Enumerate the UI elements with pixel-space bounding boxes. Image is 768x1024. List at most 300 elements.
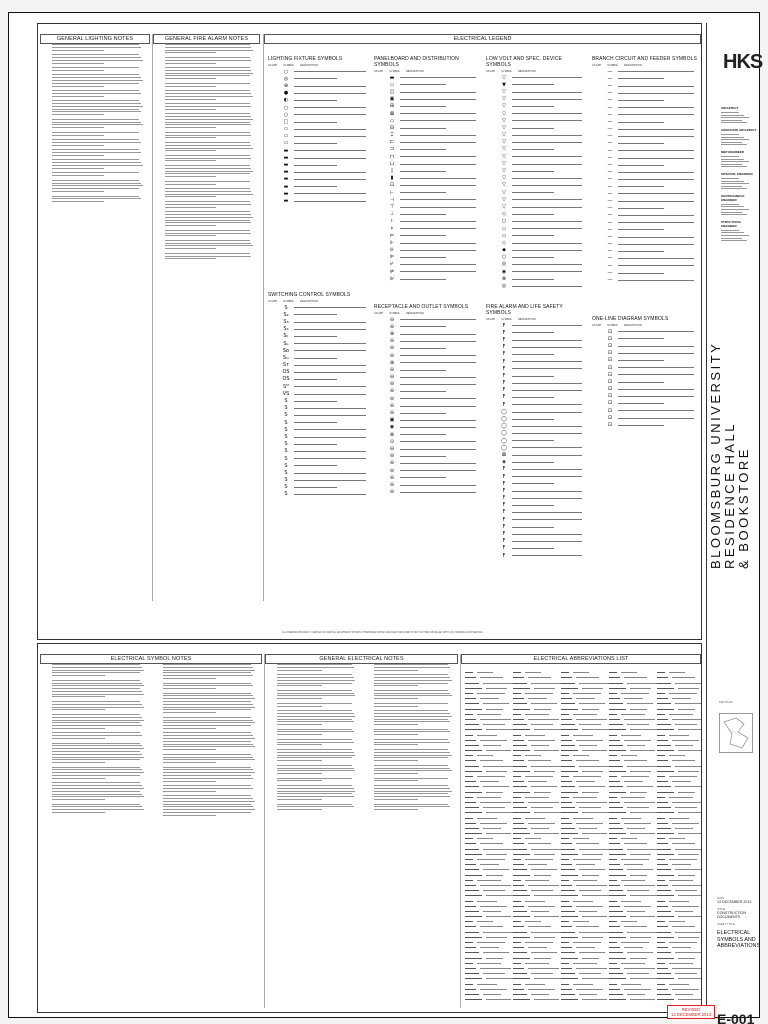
symbol-row <box>592 226 698 233</box>
abbreviation-meaning <box>525 818 545 819</box>
abbreviation-code <box>657 838 665 839</box>
abbreviation-meaning <box>525 797 549 798</box>
abbreviation-meaning <box>675 890 697 891</box>
abbreviation-meaning <box>630 771 651 772</box>
symbol-glyph: ▯ <box>390 168 394 175</box>
abbreviation-meaning <box>486 709 503 710</box>
abbreviation-meaning <box>669 693 697 694</box>
header-cell: AS APP <box>374 70 384 73</box>
abbreviation-code <box>513 864 524 865</box>
symbol-description <box>400 441 476 442</box>
abbreviation-code <box>609 916 626 917</box>
symbol-glyph: ◯ <box>501 423 507 430</box>
symbol-glyph: ▭ <box>501 232 507 239</box>
symbol-row <box>592 335 698 342</box>
symbol-glyph: F <box>502 372 506 379</box>
abbreviation-code <box>465 952 479 953</box>
symbol-glyph: ▽ <box>502 117 506 124</box>
abbreviation-code <box>465 937 482 938</box>
abbreviation-row <box>561 997 611 1002</box>
symbol-glyph: F <box>502 344 506 351</box>
symbol-row <box>268 147 370 154</box>
symbol-glyph: F <box>502 531 506 538</box>
symbol-description <box>400 264 476 265</box>
symbol-description <box>618 353 694 354</box>
abbreviation-code <box>465 989 476 990</box>
symbol-glyph: S <box>284 469 288 476</box>
abbreviation-code <box>657 833 674 834</box>
symbol-glyph: Sᴛ <box>282 362 290 369</box>
abbreviation-meaning <box>480 802 511 803</box>
abbreviation-code <box>609 942 617 943</box>
abbreviation-code <box>657 999 674 1000</box>
issue-date: 13 DECEMBER 2013 <box>717 900 752 904</box>
abbreviation-code <box>609 797 617 798</box>
symbol-row <box>592 118 698 125</box>
symbol-description <box>512 440 554 441</box>
abbreviation-code <box>609 994 623 995</box>
symbol-block-title: FIRE ALARM AND LIFE SAFETY SYMBOLS <box>486 304 563 316</box>
symbol-glyph: ▽ <box>502 124 506 131</box>
symbol-description <box>512 412 582 413</box>
abbreviation-code <box>465 906 476 907</box>
abbreviation-code <box>609 963 617 964</box>
symbol-row <box>592 233 698 240</box>
symbol-row <box>374 409 480 416</box>
abbreviation-meaning <box>630 729 659 730</box>
abbreviation-meaning <box>582 833 607 834</box>
symbol-glyph: ⊫ <box>389 254 395 261</box>
abbreviation-code <box>465 745 479 746</box>
abbreviation-meaning <box>483 828 501 829</box>
abbreviation-meaning <box>576 719 607 720</box>
symbol-glyph: ⊖ <box>389 345 395 352</box>
abbreviation-meaning <box>624 740 651 741</box>
symbol-description <box>400 77 476 78</box>
abbreviation-meaning <box>630 916 655 917</box>
abbreviation-code <box>657 901 665 902</box>
note-item <box>165 142 257 151</box>
symbol-row <box>374 330 480 337</box>
symbol-description <box>294 107 366 108</box>
abbreviation-column <box>609 670 659 1002</box>
note-item <box>277 804 359 810</box>
symbol-row <box>268 90 370 97</box>
abbreviation-code <box>561 683 575 684</box>
abbreviation-meaning <box>672 947 691 948</box>
abbreviation-code <box>561 786 575 787</box>
abbreviation-code <box>561 693 569 694</box>
abbreviation-code <box>609 859 617 860</box>
abbreviation-code <box>465 719 476 720</box>
abbreviation-meaning <box>627 745 645 746</box>
abbreviation-code <box>513 672 521 673</box>
symbol-row <box>486 423 586 430</box>
abbreviation-code <box>657 792 674 793</box>
abbreviation-meaning <box>528 843 551 844</box>
symbol-glyph: ○ <box>283 111 289 118</box>
abbreviation-code <box>465 735 473 736</box>
abbreviation-code <box>465 677 476 678</box>
symbol-description <box>400 319 476 320</box>
abbreviation-code <box>561 781 572 782</box>
abbreviation-code <box>561 823 572 824</box>
abbreviation-meaning <box>672 677 695 678</box>
abbreviation-meaning <box>627 869 653 870</box>
credit-line <box>721 117 749 118</box>
lighting-notes-heading: GENERAL LIGHTING NOTES <box>40 34 150 44</box>
symbol-glyph: S <box>284 477 288 484</box>
abbreviation-code <box>561 999 578 1000</box>
credit-line <box>721 164 742 165</box>
abbreviation-meaning <box>579 932 609 933</box>
abbreviation-code <box>657 698 668 699</box>
sheet-info <box>717 893 761 950</box>
abbreviation-meaning <box>678 958 695 959</box>
abbreviation-code <box>513 994 527 995</box>
abbreviation-code <box>561 968 572 969</box>
symbol-row <box>374 146 480 153</box>
symbol-glyph: S <box>284 441 288 448</box>
note-item <box>52 100 147 115</box>
symbol-description <box>400 427 476 428</box>
symbol-row <box>486 117 586 124</box>
abbreviation-code <box>609 781 620 782</box>
symbol-glyph: S <box>284 455 288 462</box>
symbol-description <box>294 487 337 488</box>
symbol-glyph: — <box>607 219 613 226</box>
header-cell: AS APP <box>268 64 278 67</box>
symbol-description <box>512 99 582 100</box>
symbol-description <box>512 264 582 265</box>
credit-line <box>721 188 747 189</box>
credit-line <box>721 112 739 113</box>
symbol-glyph: F <box>502 523 506 530</box>
abbreviation-code <box>609 729 626 730</box>
symbol-row <box>592 421 698 428</box>
symbol-description <box>618 158 694 159</box>
symbol-description <box>512 498 582 499</box>
abbreviation-meaning <box>480 719 511 720</box>
abbreviation-meaning <box>672 885 701 886</box>
abbreviation-code <box>465 714 473 715</box>
symbol-row <box>486 203 586 210</box>
abbreviation-code <box>513 755 521 756</box>
symbol-description <box>294 358 337 359</box>
symbol-glyph: ◇ <box>502 211 506 218</box>
symbol-description <box>294 343 366 344</box>
note-item <box>374 749 456 761</box>
symbol-row <box>592 371 698 378</box>
symbol-glyph: ⊡ <box>607 342 613 349</box>
abbreviation-code <box>513 859 521 860</box>
abbreviation-meaning <box>621 672 637 673</box>
symbol-glyph: ⊖ <box>389 460 395 467</box>
symbol-description <box>294 86 366 87</box>
abbreviation-meaning <box>534 958 551 959</box>
symbol-row <box>374 352 480 359</box>
abbreviation-meaning <box>573 963 597 964</box>
symbol-row <box>374 96 480 103</box>
abbreviation-meaning <box>480 698 499 699</box>
symbol-glyph: — <box>607 233 613 240</box>
symbol-glyph: ○ <box>501 218 507 225</box>
symbol-description <box>512 192 554 193</box>
abbreviation-meaning <box>531 703 557 704</box>
note-item <box>163 754 259 763</box>
abbreviation-meaning <box>630 812 659 813</box>
abbreviation-meaning <box>525 942 553 943</box>
symbol-description <box>512 185 582 186</box>
note-item <box>165 253 257 259</box>
symbol-row <box>374 103 480 110</box>
abbreviation-meaning <box>576 885 607 886</box>
symbol-description <box>512 135 582 136</box>
abbreviation-code <box>465 828 479 829</box>
note-item <box>277 703 359 706</box>
symbol-glyph: ⊖ <box>389 445 395 452</box>
abbreviations-column <box>460 654 701 1008</box>
symbol-glyph: ◉ <box>389 424 395 431</box>
abbreviation-meaning <box>525 735 545 736</box>
symbol-row <box>486 459 586 466</box>
symbol-row <box>486 344 586 351</box>
abbreviation-code <box>465 947 476 948</box>
symbol-row <box>592 357 698 364</box>
project-name <box>709 339 751 569</box>
abbreviation-code <box>561 989 572 990</box>
symbol-description <box>294 429 366 430</box>
abbreviation-code <box>657 688 674 689</box>
abbreviation-meaning <box>477 755 493 756</box>
abbreviation-code <box>657 849 671 850</box>
abbreviation-code <box>561 833 578 834</box>
symbol-description <box>400 470 476 471</box>
symbol-glyph: VS <box>282 390 290 397</box>
symbol-glyph: ⊖ <box>389 467 395 474</box>
abbreviation-meaning <box>582 771 603 772</box>
abbreviation-code <box>465 740 476 741</box>
top-panel <box>37 23 702 640</box>
abbreviation-code <box>609 740 620 741</box>
symbol-glyph: ◎ <box>501 261 507 268</box>
header-cell: SYMBOL <box>389 312 401 315</box>
symbol-glyph: S <box>284 462 288 469</box>
symbol-description <box>400 341 476 342</box>
abbreviation-meaning <box>483 683 513 684</box>
abbreviation-code <box>513 797 521 798</box>
abbreviation-code <box>657 978 674 979</box>
symbol-glyph: F <box>502 336 506 343</box>
abbreviation-code <box>465 869 479 870</box>
note-item <box>277 765 359 774</box>
symbol-glyph: ◇ <box>502 239 506 246</box>
abbreviation-meaning <box>525 672 541 673</box>
symbol-description <box>618 338 664 339</box>
abbreviation-code <box>609 802 620 803</box>
abbreviation-code <box>657 843 668 844</box>
abbreviation-code <box>609 947 620 948</box>
abbreviation-meaning <box>627 890 649 891</box>
abbreviation-meaning <box>669 755 685 756</box>
symbol-description <box>400 156 476 157</box>
symbol-glyph: F <box>502 380 506 387</box>
symbol-glyph: ▮ <box>390 175 394 182</box>
symbol-description <box>512 340 582 341</box>
abbreviation-meaning <box>531 724 553 725</box>
symbol-description <box>400 257 446 258</box>
symbol-description <box>618 201 694 202</box>
symbol-glyph: ⊖ <box>389 388 395 395</box>
symbol-row <box>592 276 698 283</box>
symbol-row <box>374 160 480 167</box>
abbreviation-code <box>513 807 527 808</box>
symbol-description <box>400 185 476 186</box>
abbreviation-code <box>465 921 473 922</box>
symbol-description <box>618 258 694 259</box>
symbol-glyph: ⊡ <box>607 350 613 357</box>
symbol-glyph: ⊟ <box>389 124 395 131</box>
general-notes-heading: GENERAL ELECTRICAL NOTES <box>265 654 458 664</box>
symbol-block-header <box>268 300 370 303</box>
note-item <box>52 54 147 63</box>
abbreviation-meaning <box>630 999 655 1000</box>
abbreviation-code <box>513 984 521 985</box>
symbol-row <box>592 90 698 97</box>
abbreviation-meaning <box>534 978 563 979</box>
symbol-glyph: OS <box>282 369 290 376</box>
symbol-glyph: ⊡ <box>607 328 613 335</box>
abbreviation-meaning <box>621 776 649 777</box>
abbreviation-meaning <box>672 968 701 969</box>
abbreviation-code <box>513 792 530 793</box>
symbol-row <box>374 182 480 189</box>
symbol-glyph: F <box>502 552 506 559</box>
switching-control-symbols <box>268 292 370 498</box>
abbreviation-code <box>561 921 569 922</box>
symbol-row <box>268 68 370 75</box>
header-cell: SYMBOL <box>389 70 401 73</box>
abbreviation-meaning <box>576 968 607 969</box>
symbol-glyph: S <box>284 491 288 498</box>
symbol-description <box>400 384 476 385</box>
abbreviation-meaning <box>486 958 503 959</box>
symbol-glyph: Sᴅ <box>282 347 290 354</box>
symbol-row <box>374 153 480 160</box>
symbol-row <box>486 466 586 473</box>
abbreviation-code <box>513 709 530 710</box>
note-item <box>163 664 259 679</box>
symbol-glyph: — <box>607 205 613 212</box>
abbreviation-code <box>465 760 476 761</box>
header-cell: DESCRIPTION <box>518 318 536 321</box>
abbreviation-code <box>657 766 671 767</box>
abbreviation-meaning <box>477 735 497 736</box>
symbol-row <box>486 218 586 225</box>
abbreviation-code <box>657 895 674 896</box>
symbol-row <box>268 477 370 484</box>
abbreviation-code <box>657 719 668 720</box>
abbreviation-code <box>561 755 569 756</box>
abbreviation-meaning <box>525 776 553 777</box>
symbol-row <box>374 139 480 146</box>
abbreviation-meaning <box>579 745 597 746</box>
abbreviation-meaning <box>525 901 545 902</box>
note-item <box>52 67 147 70</box>
abbreviation-code <box>609 921 617 922</box>
abbreviation-code <box>465 823 476 824</box>
abbreviation-meaning <box>573 755 589 756</box>
symbol-description <box>400 477 446 478</box>
note-item <box>52 767 148 779</box>
abbreviation-meaning <box>483 724 505 725</box>
symbol-description <box>618 150 694 151</box>
abbreviation-meaning <box>675 766 701 767</box>
abbreviation-code <box>513 771 530 772</box>
abbreviation-code <box>657 802 668 803</box>
abbreviation-code <box>657 812 674 813</box>
symbol-glyph: F <box>502 466 506 473</box>
symbol-row <box>268 441 370 448</box>
symbol-row <box>486 358 586 365</box>
symbol-glyph: ◉ <box>501 268 507 275</box>
abbreviation-code <box>561 776 569 777</box>
symbol-row <box>374 395 480 402</box>
symbol-glyph: ⊡ <box>389 182 395 189</box>
symbol-description <box>512 548 554 549</box>
symbol-description <box>294 179 366 180</box>
symbol-description <box>618 143 664 144</box>
abbreviation-meaning <box>579 890 601 891</box>
abbreviation-meaning <box>531 745 549 746</box>
symbol-glyph: F <box>502 545 506 552</box>
note-item <box>165 240 257 249</box>
abbreviation-meaning <box>582 875 599 876</box>
symbol-description <box>618 222 694 223</box>
credit-line <box>721 212 742 213</box>
symbol-glyph: ⊞ <box>389 103 395 110</box>
symbol-glyph: ⊖ <box>389 402 395 409</box>
symbol-row <box>486 408 586 415</box>
abbreviation-meaning <box>534 854 555 855</box>
symbol-row <box>268 118 370 125</box>
note-item <box>52 172 147 175</box>
symbol-glyph: — <box>607 241 613 248</box>
symbol-glyph: — <box>607 197 613 204</box>
abbreviation-meaning <box>678 709 695 710</box>
symbol-row <box>374 388 480 395</box>
abbreviation-meaning <box>525 859 553 860</box>
abbreviation-code <box>609 828 623 829</box>
symbol-row <box>486 437 586 444</box>
symbol-row <box>592 414 698 421</box>
symbol-glyph: ⊬ <box>389 261 395 268</box>
symbol-glyph: ▽ <box>502 146 506 153</box>
abbreviation-code <box>513 781 524 782</box>
abbreviation-meaning <box>480 926 503 927</box>
abbreviation-meaning <box>621 797 645 798</box>
symbol-row <box>592 104 698 111</box>
symbol-description <box>512 228 582 229</box>
abbreviation-code <box>561 750 578 751</box>
general-notes-body <box>265 664 458 814</box>
abbreviation-code <box>513 838 521 839</box>
symbol-block-title: LIGHTING FIXTURE SYMBOLS <box>268 56 343 62</box>
symbol-description <box>294 93 366 94</box>
symbol-row <box>592 407 698 414</box>
fire-alarm-notes-list <box>153 44 260 259</box>
abbreviation-meaning <box>531 849 561 850</box>
